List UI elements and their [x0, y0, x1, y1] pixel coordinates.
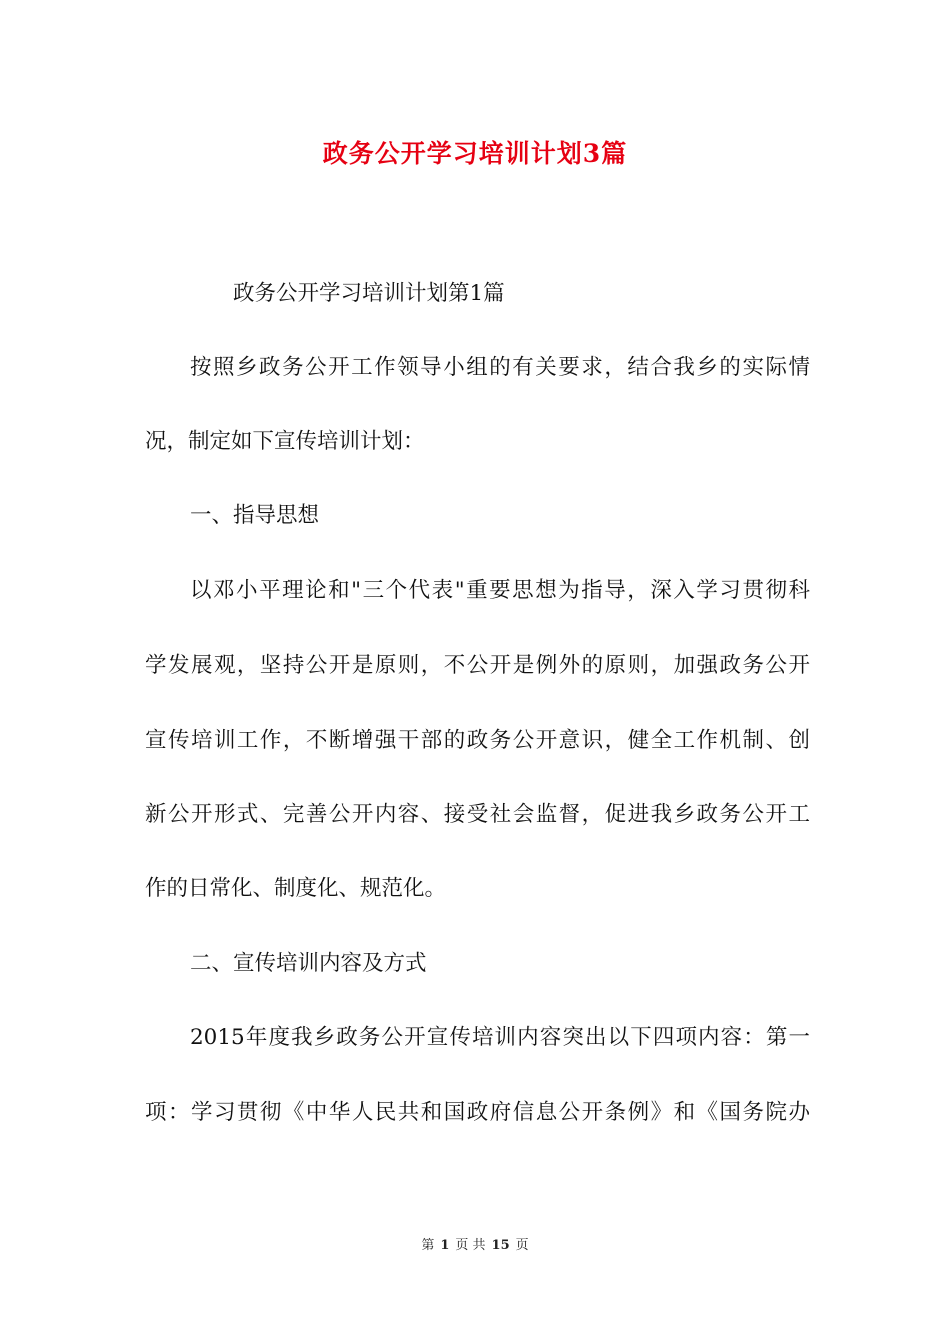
paragraph-line: 以邓小平理论和"三个代表"重要思想为指导，深入学习贯彻科	[190, 578, 810, 603]
paragraph-line: 项：学习贯彻《中华人民共和国政府信息公开条例》和《国务院办	[145, 1100, 810, 1125]
total-pages-number: 15	[491, 1238, 510, 1253]
paragraph-line: 作的日常化、制度化、规范化。	[145, 876, 447, 901]
section-heading-training-content: 二、宣传培训内容及方式	[190, 951, 427, 976]
paragraph-line: 学发展观，坚持公开是原则，不公开是例外的原则，加强政务公开	[145, 653, 810, 678]
footer-suffix: 页	[515, 1238, 529, 1253]
current-page-number: 1	[440, 1238, 450, 1253]
section-heading-guiding-thought: 一、指导思想	[190, 503, 320, 528]
paragraph-line: 2015年度我乡政务公开宣传培训内容突出以下四项内容：第一	[190, 1025, 810, 1050]
paragraph-line: 况，制定如下宣传培训计划：	[145, 429, 425, 454]
page-footer	[0, 1236, 950, 1256]
document-title: 政务公开学习培训计划3篇	[322, 139, 628, 168]
footer-middle: 页 共	[455, 1238, 486, 1253]
paragraph-line: 按照乡政务公开工作领导小组的有关要求，结合我乡的实际情	[190, 355, 810, 380]
footer-prefix: 第	[421, 1238, 435, 1253]
paragraph-line: 新公开形式、完善公开内容、接受社会监督，促进我乡政务公开工	[145, 802, 810, 827]
paragraph-line: 宣传培训工作，不断增强干部的政务公开意识，健全工作机制、创	[145, 728, 810, 753]
section-heading: 政务公开学习培训计划第1篇	[233, 281, 505, 306]
